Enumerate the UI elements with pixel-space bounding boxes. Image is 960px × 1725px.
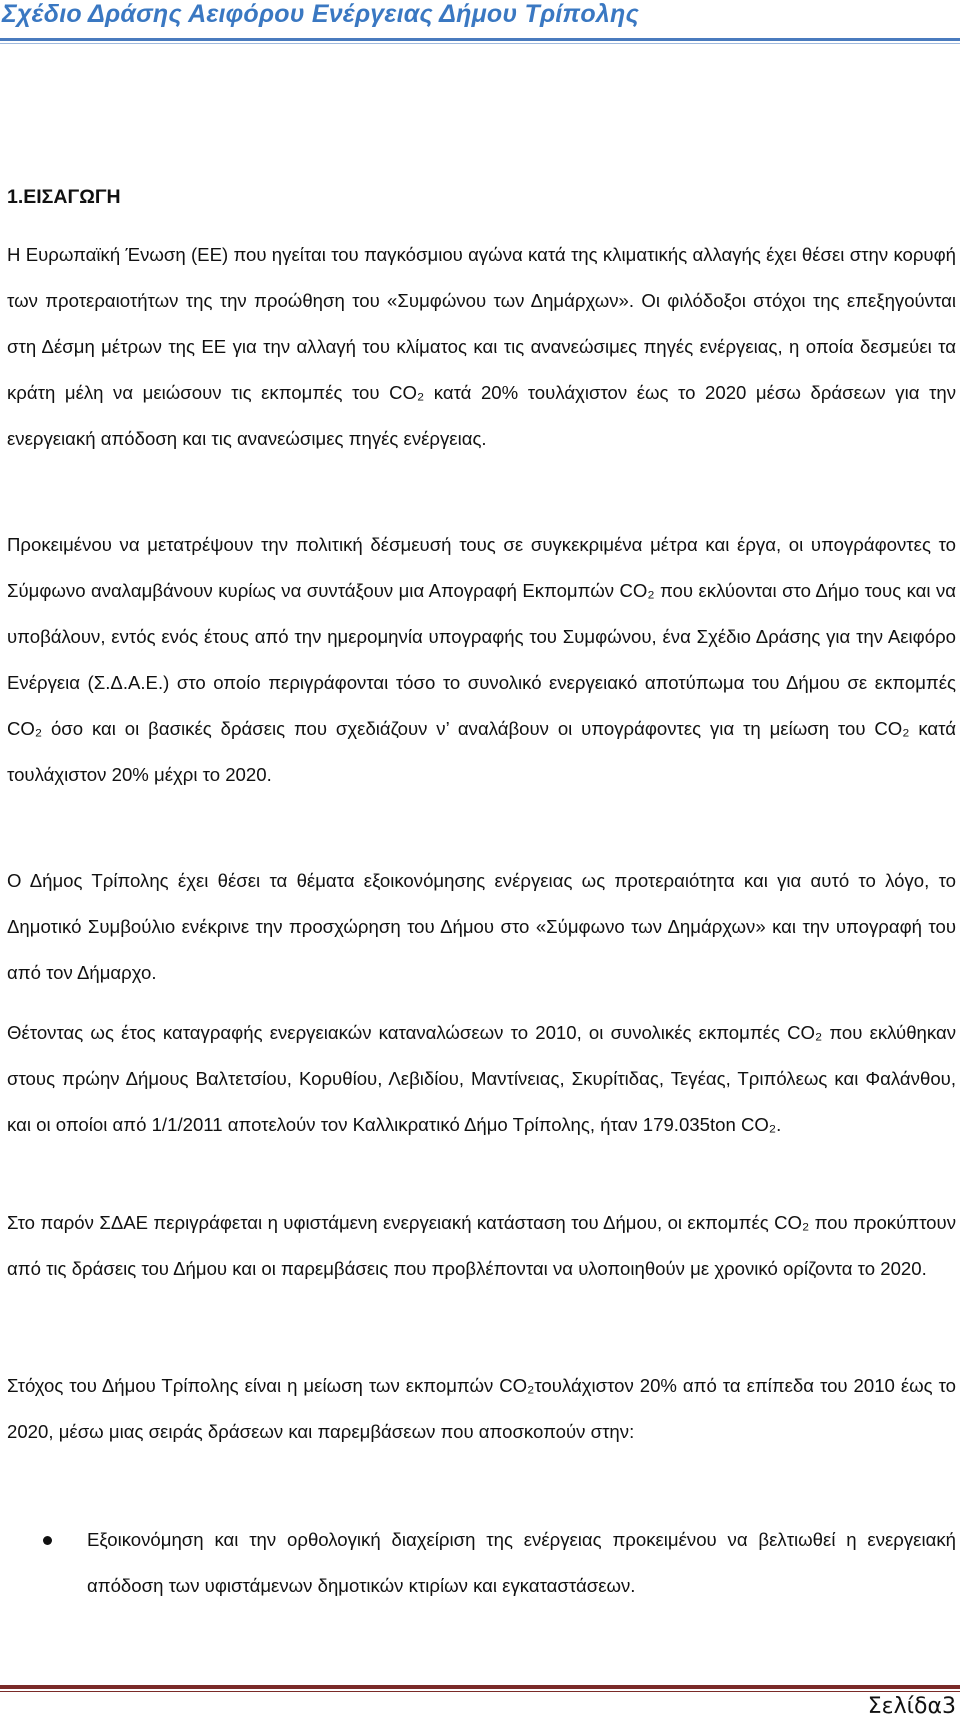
paragraph-1: Η Ευρωπαϊκή Ένωση (ΕΕ) που ηγείται του παγκόσμιου αγώνα κατά της κλιματικής αλλαγής έχει θέσει στην κορυφή των προτεραιοτήτων της την προώθηση του «Συμφώνου των Δημάρχων». Οι φιλόδοξοι στόχοι της επεξηγούνται στη Δέσμη μέτρων της ΕΕ για την αλλαγή του κλίματος και τις ανανεώσιμες πηγές ενέργειας, η οποία δεσμεύει τα κράτη μέλη να μειώσουν τις εκπομπές του CO₂ κατά 20% τουλάχιστον έως το 2020 μέσω δράσεων για την ενεργειακή απόδοση και τις ανανεώσιμες πηγές ενέργειας. xyxy=(7,244,956,449)
footer-divider-thin xyxy=(0,1691,960,1692)
header-divider xyxy=(0,38,960,41)
list-item-text: Εξοικονόμηση και την ορθολογική διαχείριση της ενέργειας προκειμένου να βελτιωθεί η ενεργειακή απόδοση των υφιστάμενων δημοτικών κτιρίων και εγκαταστάσεων. xyxy=(87,1529,956,1596)
paragraph-6: Στόχος του Δήμου Τρίπολης είναι η μείωση των εκπομπών CO₂τουλάχιστον 20% από τα επίπεδα του 2010 έως το 2020, μέσω μιας σειράς δράσεων και παρεμβάσεων που αποσκοπούν στην: xyxy=(7,1375,956,1442)
paragraph-3: Ο Δήμος Τρίπολης έχει θέσει τα θέματα εξοικονόμησης ενέργειας ως προτεραιότητα και για αυτό το λόγο, το Δημοτικό Συμβούλιο ενέκρινε την προσχώρηση του Δήμου στο «Σύμφωνο των Δημάρχων» και την υπογραφή του από τον Δήμαρχο. xyxy=(7,870,956,983)
document-title: Σχέδιο Δράσης Αειφόρου Ενέργειας Δήμου Τρίπολης xyxy=(2,0,639,28)
paragraph-4: Θέτοντας ως έτος καταγραφής ενεργειακών καταναλώσεων το 2010, οι συνολικές εκπομπές CO₂ που εκλύθηκαν στους πρώην Δήμους Βαλτετσίου, Κορυθίου, Λεβιδίου, Μαντίνειας, Σκυρίτιδας, Τεγέας, Τριπόλεως και Φαλάνθου, και οι οποίοι από 1/1/2011 αποτελούν τον Καλλικρατικό Δήμο Τρίπολης, ήταν 179.035ton CO₂. xyxy=(7,1022,956,1135)
section-heading: 1.ΕΙΣΑΓΩΓΗ xyxy=(7,186,121,208)
bullet-icon xyxy=(43,1536,52,1545)
paragraph-5: Στο παρόν ΣΔΑΕ περιγράφεται η υφιστάμενη ενεργειακή κατάσταση του Δήμου, οι εκπομπές CO₂ που προκύπτουν από τις δράσεις του Δήμου και οι παρεμβάσεις που προβλέπονται να υλοποιηθούν με χρονικό ορίζοντα το 2020. xyxy=(7,1212,956,1279)
list-item xyxy=(7,1517,956,1609)
header-divider-thin xyxy=(0,43,960,44)
page-number: Σελίδα3 xyxy=(867,1694,956,1719)
bullet-list xyxy=(7,1517,956,1609)
footer-divider xyxy=(0,1685,960,1689)
paragraph-2: Προκειμένου να μετατρέψουν την πολιτική δέσμευσή τους σε συγκεκριμένα μέτρα και έργα, οι υπογράφοντες το Σύμφωνο αναλαμβάνουν κυρίως να συντάξουν μια Απογραφή Εκπομπών CO₂ που εκλύονται στο Δήμο τους και να υποβάλουν, εντός ενός έτους από την ημερομηνία υπογραφής του Συμφώνου, ένα Σχέδιο Δράσης για την Αειφόρο Ενέργεια (Σ.Δ.Α.Ε.) στο οποίο περιγράφονται τόσο το συνολικό ενεργειακό αποτύπωμα του Δήμου σε εκπομπές CO₂ όσο και οι βασικές δράσεις που σχεδιάζουν ν’ αναλάβουν οι υπογράφοντες για τη μείωση του CO₂ κατά τουλάχιστον 20% μέχρι το 2020. xyxy=(7,534,956,785)
